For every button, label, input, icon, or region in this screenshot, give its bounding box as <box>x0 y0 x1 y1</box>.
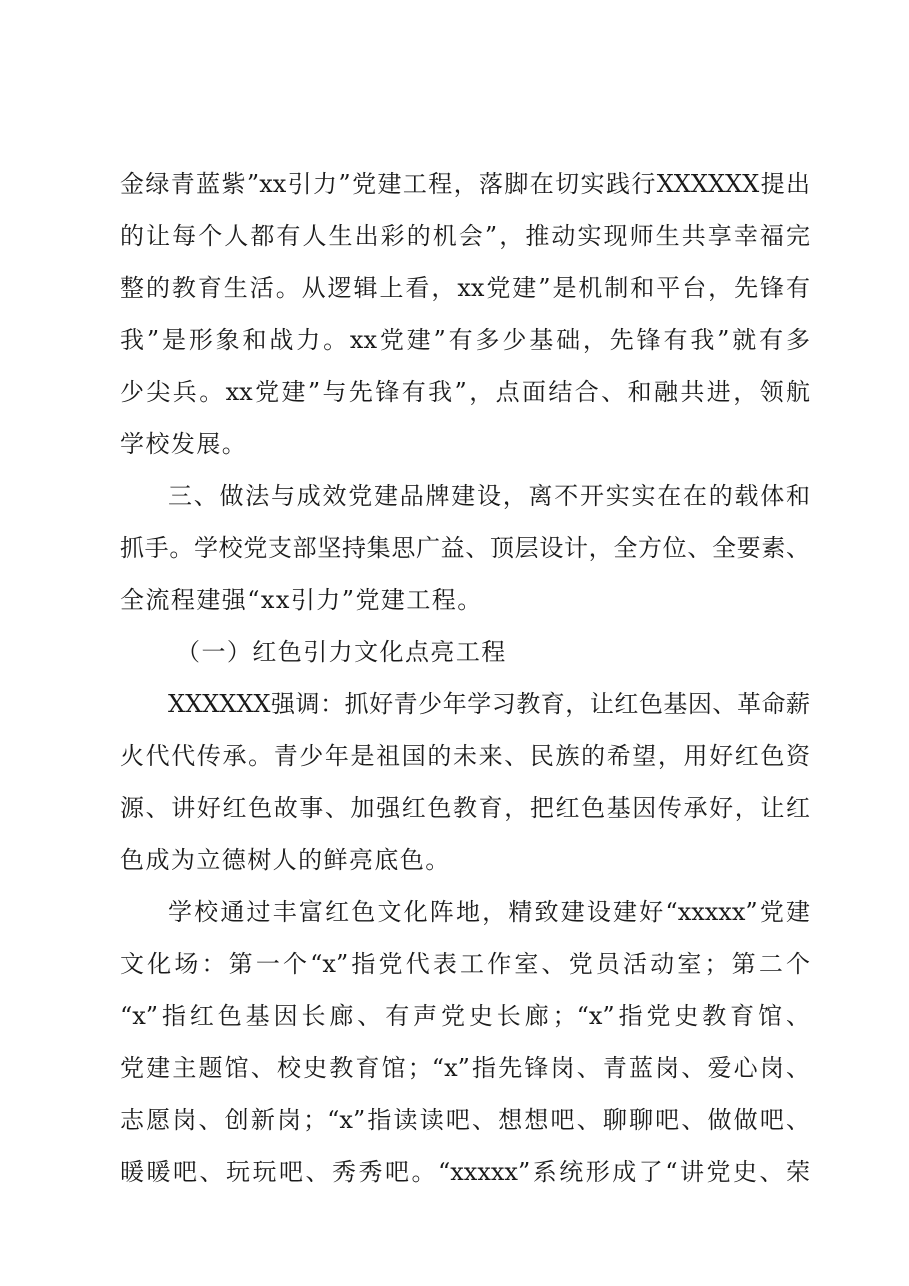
paragraph-line: 金绿青蓝紫”xx引力”党建工程，落脚在切实践行XXXXXX提出 <box>120 170 810 198</box>
paragraph-line: 党建主题馆、校史教育馆；“x”指先锋岗、青蓝岗、爱心岗、 <box>120 1054 810 1082</box>
paragraph-line: XXXXXX强调：抓好青少年学习教育，让红色基因、革命薪 <box>168 690 810 718</box>
section-heading: （一）红色引力文化点亮工程 <box>176 638 507 666</box>
paragraph-line: 暖暖吧、玩玩吧、秀秀吧。“xxxxx”系统形成了“讲党史、荣 <box>120 1158 810 1186</box>
paragraph-line: 三、做法与成效党建品牌建设，离不开实实在在的载体和 <box>168 482 810 510</box>
paragraph-line: 火代代传承。青少年是祖国的未来、民族的希望，用好红色资 <box>120 742 810 770</box>
paragraph-line: 色成为立德树人的鲜亮底色。 <box>120 846 451 874</box>
paragraph-line: 的让每个人都有人生出彩的机会”，推动实现师生共享幸福完 <box>120 222 810 250</box>
paragraph-line: 志愿岗、创新岗；“x”指读读吧、想想吧、聊聊吧、做做吧、 <box>120 1106 810 1134</box>
paragraph-line: 抓手。学校党支部坚持集思广益、顶层设计，全方位、全要素、 <box>120 534 810 562</box>
paragraph-line: 文化场：第一个“x”指党代表工作室、党员活动室；第二个 <box>120 950 810 978</box>
paragraph-line: 我”是形象和战力。xx党建”有多少基础，先锋有我”就有多 <box>120 326 810 354</box>
paragraph-line: “x”指红色基因长廊、有声党史长廊；“x”指党史教育馆、 <box>120 1002 810 1030</box>
paragraph-line: 全流程建强“xx引力”党建工程。 <box>120 586 483 614</box>
paragraph-line: 学校发展。 <box>120 430 248 458</box>
paragraph-line: 少尖兵。xx党建”与先锋有我”，点面结合、和融共进，领航 <box>120 378 810 406</box>
paragraph-line: 源、讲好红色故事、加强红色教育，把红色基因传承好，让红 <box>120 794 810 822</box>
paragraph-line: 整的教育生活。从逻辑上看，xx党建”是机制和平台，先锋有 <box>120 274 810 302</box>
paragraph-line: 学校通过丰富红色文化阵地，精致建设建好“xxxxx”党建 <box>168 898 810 926</box>
